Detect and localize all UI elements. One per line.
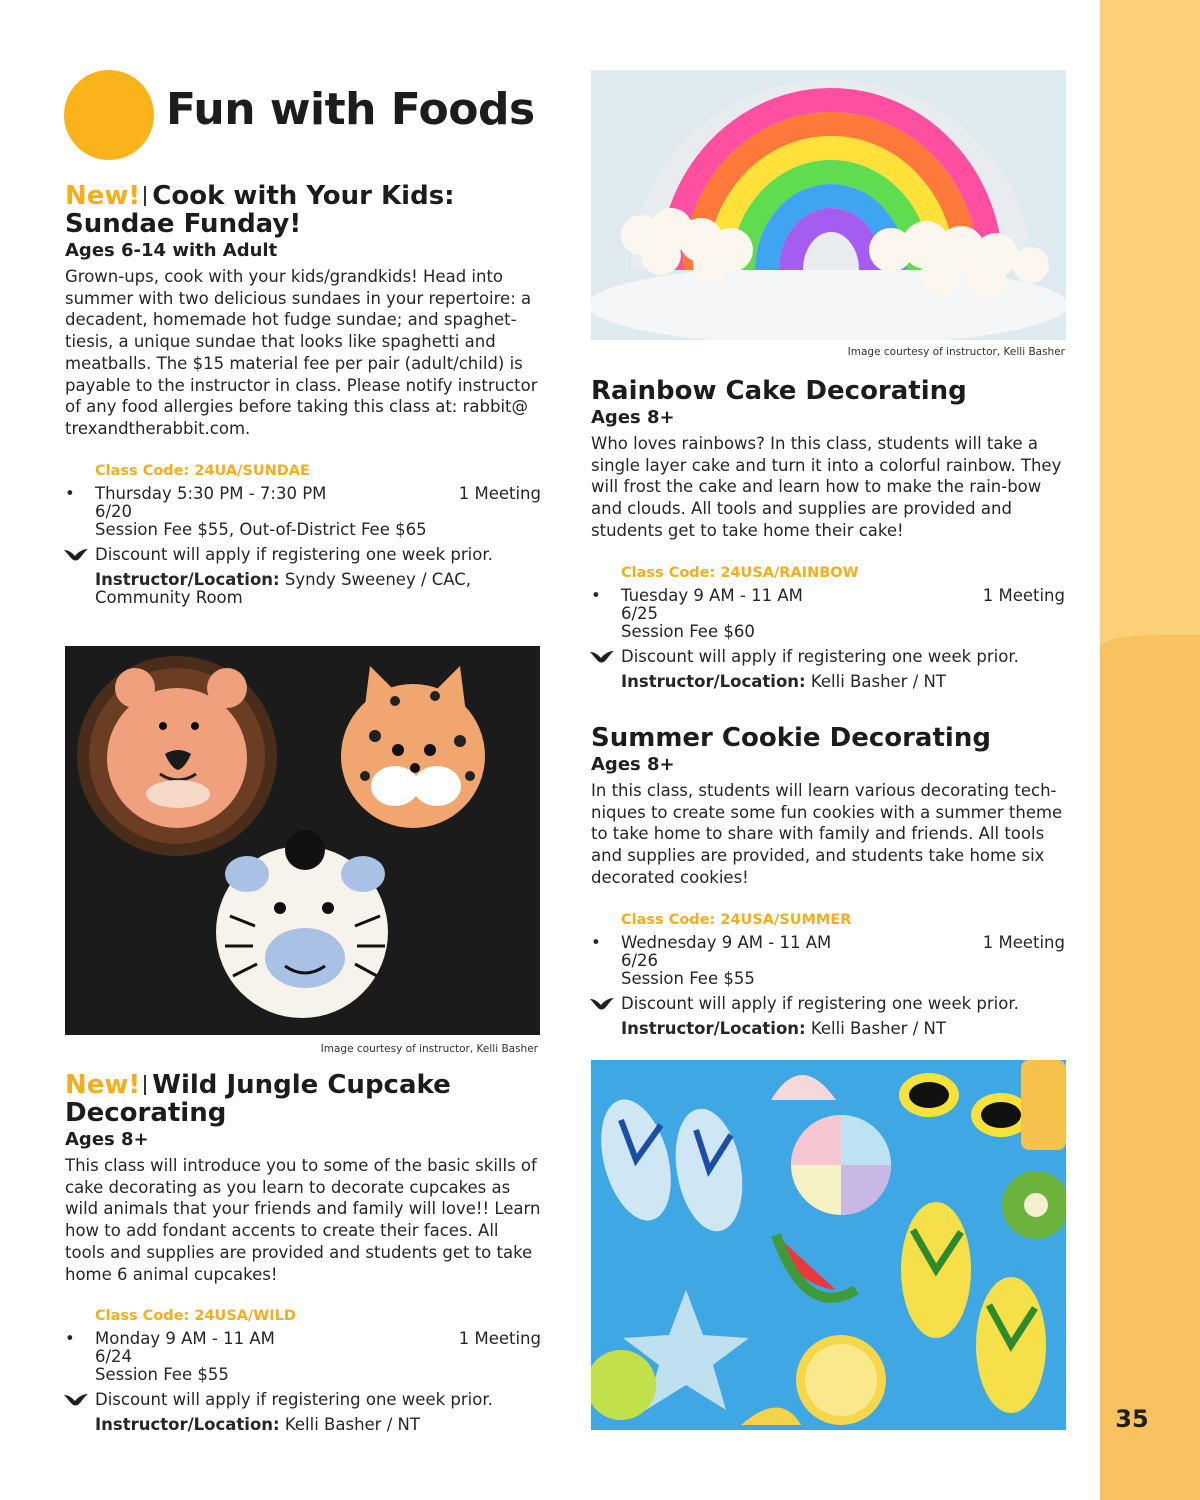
instructor-location xyxy=(95,571,541,607)
class-title: Summer Cookie Decorating xyxy=(591,723,991,753)
session-fee: Session Fee $55 xyxy=(95,1365,229,1385)
instructor-name: Syndy Sweeney / CAC, Community Room xyxy=(95,569,472,607)
schedule-row xyxy=(591,932,1065,952)
class-rainbow xyxy=(591,377,1065,691)
class-date: 6/26 xyxy=(621,950,659,970)
discount-note xyxy=(95,545,541,565)
class-title-text: Cook with Your Kids: Sundae Funday! xyxy=(65,181,455,239)
discount-note xyxy=(95,1390,541,1410)
schedule-time: Thursday 5:30 PM - 7:30 PM xyxy=(95,483,327,503)
new-badge: New! xyxy=(65,181,141,211)
class-title-text: Wild Jungle Cupcake Decorating xyxy=(65,1070,451,1128)
class-code: Class Code: 24USA/SUMMER xyxy=(621,911,852,928)
session-fee: Session Fee $55, Out-of-District Fee $65 xyxy=(95,519,427,539)
bullet-icon: • xyxy=(65,1329,75,1349)
instructor-name: Kelli Basher / NT xyxy=(284,1415,420,1435)
bird-icon xyxy=(589,996,615,1012)
class-sundae xyxy=(65,182,541,607)
discount-note xyxy=(621,647,1065,667)
instructor-label: Instructor/Location: xyxy=(95,569,280,589)
instructor-label: Instructor/Location: xyxy=(621,1018,806,1038)
rainbow-cake-photo xyxy=(591,70,1066,340)
class-ages: Ages 8+ xyxy=(591,754,675,775)
new-badge: New! xyxy=(65,1070,141,1100)
schedule-time: Monday 9 AM - 11 AM xyxy=(95,1329,275,1349)
summer-cookies-photo xyxy=(591,1060,1066,1430)
meeting-count: 1 Meeting xyxy=(982,585,1065,605)
class-title xyxy=(65,1071,541,1127)
class-description: This class will introduce you to some of the basic skills of cake decorating as you learn to decorate cupcakes as wild animals that your friends and family will love!! Learn how to add fondant accents to create their faces. All tools and supplies are provided and students get to take home 6 animal cupcakes! xyxy=(65,1156,541,1284)
meeting-count: 1 Meeting xyxy=(982,932,1065,952)
meeting-count: 1 Meeting xyxy=(458,483,541,503)
discount-text: Discount will apply if registering one week prior. xyxy=(95,1390,493,1410)
image-credit: Image courtesy of instructor, Kelli Basher xyxy=(320,1043,538,1055)
image-credit: Image courtesy of instructor, Kelli Basher xyxy=(847,346,1065,358)
meeting-count: 1 Meeting xyxy=(458,1329,541,1349)
class-ages: Ages 6-14 with Adult xyxy=(65,240,278,261)
schedule-time: Wednesday 9 AM - 11 AM xyxy=(621,932,832,952)
session-fee: Session Fee $60 xyxy=(621,621,755,641)
title-dot xyxy=(64,70,154,160)
cupcake-photo xyxy=(65,646,540,1035)
bullet-icon: • xyxy=(591,932,601,952)
sidebar-band xyxy=(1100,635,1200,1500)
class-info xyxy=(591,911,1065,1038)
class-cookie xyxy=(591,724,1065,1038)
discount-text: Discount will apply if registering one week prior. xyxy=(621,646,1019,666)
discount-text: Discount will apply if registering one week prior. xyxy=(95,544,493,564)
class-title: Rainbow Cake Decorating xyxy=(591,376,967,406)
class-ages: Ages 8+ xyxy=(65,1129,149,1150)
instructor-location xyxy=(95,1416,541,1434)
class-jungle xyxy=(65,1071,541,1434)
class-info xyxy=(591,564,1065,691)
page-title: Fun with Foods xyxy=(166,84,535,135)
schedule-time: Tuesday 9 AM - 11 AM xyxy=(621,585,803,605)
schedule-row xyxy=(65,1329,541,1349)
divider xyxy=(144,186,146,206)
bird-icon xyxy=(63,547,89,563)
class-info xyxy=(65,1307,541,1435)
discount-text: Discount will apply if registering one week prior. xyxy=(621,993,1019,1013)
class-code: Class Code: 24USA/WILD xyxy=(95,1308,296,1325)
class-code: Class Code: 24USA/RAINBOW xyxy=(621,564,859,581)
class-date: 6/20 xyxy=(95,501,133,521)
schedule-row xyxy=(65,483,541,503)
class-title xyxy=(65,182,541,238)
class-date: 6/24 xyxy=(95,1347,133,1367)
instructor-label: Instructor/Location: xyxy=(95,1415,280,1435)
cupcake-illustration xyxy=(65,646,540,1035)
instructor-location xyxy=(621,673,1065,691)
bullet-icon: • xyxy=(65,483,75,503)
class-code: Class Code: 24UA/SUNDAE xyxy=(95,462,310,479)
discount-note xyxy=(621,994,1065,1014)
instructor-name: Kelli Basher / NT xyxy=(810,1018,946,1038)
class-info xyxy=(65,462,541,607)
class-description: Grown-ups, cook with your kids/grandkids! Head into summer with two delicious sundaes in your repertoire: a decadent, homemade hot fudge sundae; and spaghet-tiesis, a unique sundae that looks like spaghetti and meatballs. The $15 material fee per pair (adult/child) is payable to the instructor in class. Please notify instructor of any food allergies before taking this class at: rabbit@ trexandtherabbit.com. xyxy=(65,267,538,438)
bird-icon xyxy=(63,1392,89,1408)
summer-cookies-illustration xyxy=(591,1060,1066,1430)
session-fee: Session Fee $55 xyxy=(621,968,755,988)
class-description: In this class, students will learn various decorating tech-niques to create some fun cookies with a summer theme to take home to share with family and friends. All tools and supplies are provided, and students take home six decorated cookies! xyxy=(591,781,1063,887)
class-description: Who loves rainbows? In this class, students will take a single layer cake and turn it into a colorful rainbow. They will frost the cake and learn how to make the rain-bow and clouds. All tools and supplies are provided and students get to take home their cake! xyxy=(591,434,1062,540)
instructor-name: Kelli Basher / NT xyxy=(810,671,946,691)
divider xyxy=(144,1075,146,1095)
rainbow-cake-illustration xyxy=(591,70,1066,340)
page-number: 35 xyxy=(1115,1405,1149,1433)
class-ages: Ages 8+ xyxy=(591,407,675,428)
instructor-location xyxy=(621,1020,1065,1038)
class-date: 6/25 xyxy=(621,603,659,623)
bullet-icon: • xyxy=(591,585,601,605)
instructor-label: Instructor/Location: xyxy=(621,671,806,691)
sidebar-stripe xyxy=(1100,0,1200,1500)
bird-icon xyxy=(589,649,615,665)
schedule-row xyxy=(591,585,1065,605)
